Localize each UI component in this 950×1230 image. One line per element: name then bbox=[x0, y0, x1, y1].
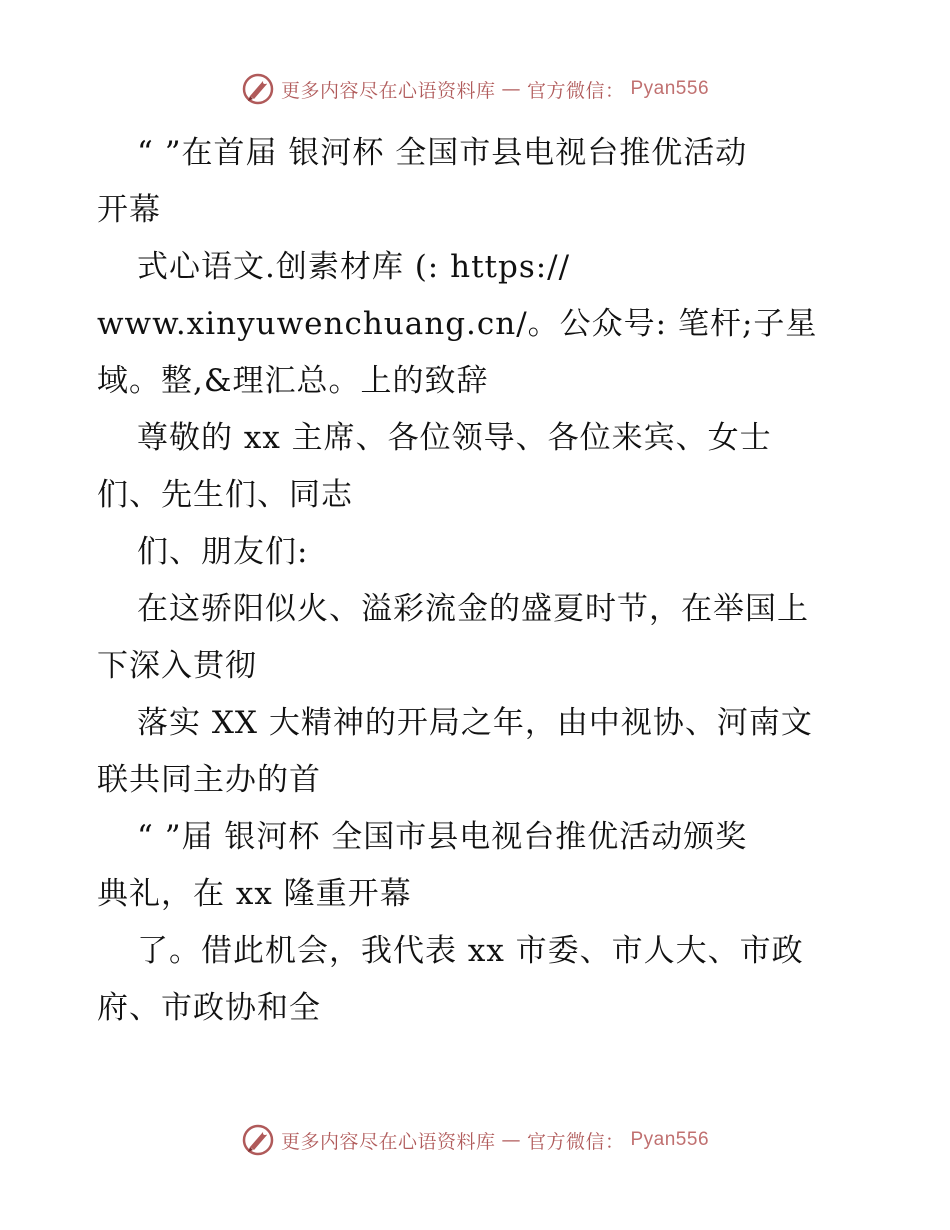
text-line: 们、朋友们: bbox=[137, 534, 309, 570]
text-line: 了。借此机会，我代表 xx 市委、市人大、市政 bbox=[137, 933, 804, 969]
watermark-brand-text: 更多内容尽在心语资料库 bbox=[280, 1130, 496, 1153]
text-line: 式心语文.创素材库 (: https:// bbox=[137, 249, 571, 285]
pen-logo-icon bbox=[241, 72, 275, 106]
text-line: 域。整,&理汇总。上的致辞 bbox=[97, 363, 489, 399]
watermark-wechat-label: 官方微信： bbox=[526, 79, 625, 102]
document-body bbox=[97, 125, 857, 1037]
watermark-separator: — bbox=[501, 78, 521, 100]
text-line: “ ”在首届 银河杯 全国市县电视台推优活动 bbox=[137, 135, 748, 171]
watermark-separator: — bbox=[501, 1129, 521, 1151]
text-line: “ ”届 银河杯 全国市县电视台推优活动颁奖 bbox=[137, 819, 748, 855]
text-line: 尊敬的 xx 主席、各位领导、各位来宾、女士 bbox=[137, 420, 772, 456]
page-footer-watermark bbox=[0, 1123, 950, 1157]
watermark-wechat-id: Pyan556 bbox=[630, 1129, 710, 1150]
text-line: 典礼，在 xx 隆重开幕 bbox=[97, 876, 412, 912]
watermark-brand-text: 更多内容尽在心语资料库 bbox=[280, 79, 496, 102]
text-line: 们、先生们、同志 bbox=[97, 477, 353, 513]
text-line: 府、市政协和全 bbox=[97, 990, 321, 1026]
page-header-watermark bbox=[0, 72, 950, 106]
pen-logo-icon bbox=[241, 1123, 275, 1157]
text-line: www.xinyuwenchuang.cn/。公众号: 笔杆;子星 bbox=[97, 306, 818, 342]
text-line: 开幕 bbox=[97, 192, 161, 228]
text-line: 落实 XX 大精神的开局之年，由中视协、河南文 bbox=[137, 705, 813, 741]
watermark-brand bbox=[241, 1123, 709, 1157]
text-line: 在这骄阳似火、溢彩流金的盛夏时节，在举国上 bbox=[137, 591, 809, 627]
watermark-wechat-id: Pyan556 bbox=[630, 78, 710, 99]
text-line: 联共同主办的首 bbox=[97, 762, 321, 798]
watermark-brand bbox=[241, 72, 709, 106]
watermark-wechat-label: 官方微信： bbox=[526, 1130, 625, 1153]
text-line: 下深入贯彻 bbox=[97, 648, 257, 684]
